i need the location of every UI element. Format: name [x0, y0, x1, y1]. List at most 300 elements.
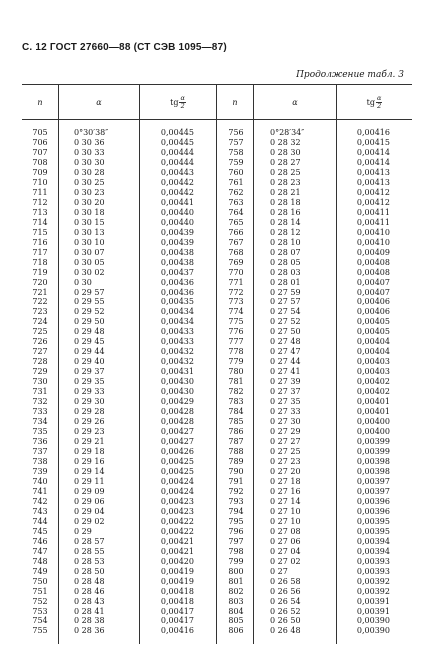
alpha-cell: 0 29 28: [74, 407, 105, 417]
table-row: [218, 307, 412, 317]
tg-cell: 0,00407: [356, 287, 390, 297]
n-cell: 753: [32, 606, 48, 616]
tg-cell: 0,00405: [356, 327, 390, 337]
alpha-cell: 0 27 33: [270, 407, 301, 417]
tg-cell: 0,00420: [160, 556, 194, 566]
tg-cell: 0,00406: [356, 307, 390, 317]
alpha-cell: 0°30′38″: [74, 128, 109, 137]
n-cell: 780: [228, 367, 244, 377]
alpha-cell: 0 30 28: [74, 167, 105, 177]
n-cell: 715: [32, 227, 48, 237]
header-tg-right: [337, 85, 412, 119]
tg-cell: 0,00438: [160, 257, 194, 267]
n-cell: 765: [228, 217, 244, 227]
table-row: [218, 387, 412, 397]
n-cell: 759: [228, 157, 244, 167]
alpha-cell: 0 27 04: [270, 546, 301, 556]
table-row: [22, 557, 216, 567]
page-header: С. 12 ГОСТ 27660—88 (СТ СЭВ 1095—87): [22, 42, 227, 53]
tg-cell: 0,00428: [160, 417, 194, 427]
alpha-cell: 0 29 23: [74, 427, 105, 437]
table-row: [22, 357, 216, 367]
alpha-cell: 0 27 18: [270, 476, 301, 486]
n-cell: 734: [32, 417, 48, 427]
alpha-cell: 0 30 15: [74, 217, 105, 227]
table-row: [218, 597, 412, 607]
tg-cell: 0,00416: [160, 626, 194, 636]
n-cell: 725: [32, 327, 48, 337]
tg-cell: 0,00424: [160, 476, 194, 486]
table-row: [218, 258, 412, 268]
table-row: [22, 138, 216, 148]
n-cell: 739: [32, 466, 48, 476]
tg-cell: 0,00417: [160, 616, 194, 626]
table-row: [218, 437, 412, 447]
table-row: [218, 228, 412, 238]
tg-cell: 0,00410: [356, 227, 390, 237]
alpha-cell: 0 29 35: [74, 377, 105, 387]
table-row: [22, 268, 216, 278]
n-cell: 722: [32, 297, 48, 307]
tg-cell: 0,00419: [160, 576, 194, 586]
n-cell: 796: [228, 526, 244, 536]
tg-cell: 0,00443: [160, 167, 194, 177]
alpha-cell: 0 28 05: [270, 257, 301, 267]
tg-cell: 0,00445: [160, 128, 194, 137]
tg-cell: 0,00405: [356, 317, 390, 327]
alpha-cell: 0 26 48: [270, 626, 301, 636]
alpha-cell: 0 28 32: [270, 137, 301, 147]
n-cell: 776: [228, 327, 244, 337]
alpha-cell: 0°28′34″: [270, 128, 305, 137]
table-row: [218, 148, 412, 158]
n-cell: 748: [32, 556, 48, 566]
table-row: [22, 248, 216, 258]
header-n-right: n: [232, 97, 238, 107]
alpha-cell: 0 28 55: [74, 546, 105, 556]
tg-cell: 0,00430: [160, 377, 194, 387]
table-row: [22, 387, 216, 397]
n-cell: 778: [228, 347, 244, 357]
tg-cell: 0,00414: [356, 157, 390, 167]
n-cell: 729: [32, 367, 48, 377]
alpha-cell: 0 28 25: [270, 167, 301, 177]
table-row: [22, 208, 216, 218]
n-cell: 769: [228, 257, 244, 267]
tg-cell: 0,00402: [356, 387, 390, 397]
tg-cell: 0,00390: [356, 626, 390, 636]
table-row: [218, 288, 412, 298]
n-cell: 787: [228, 437, 244, 447]
n-cell: 788: [228, 447, 244, 456]
alpha-cell: 0 29 09: [74, 486, 105, 496]
n-cell: 775: [228, 317, 244, 327]
tg-cell: 0,00440: [160, 217, 194, 227]
table-row: [218, 497, 412, 507]
n-cell: 749: [32, 566, 48, 576]
alpha-cell: 0 28 14: [270, 217, 301, 227]
table-row: [218, 457, 412, 467]
tg-cell: 0,00434: [160, 307, 194, 317]
tg-cell: 0,00394: [356, 546, 390, 556]
fraction-denominator: 2: [377, 101, 382, 110]
alpha-cell: 0 28 01: [270, 277, 301, 287]
alpha-cell: 0 27 23: [270, 456, 301, 466]
alpha-cell: 0 28 03: [270, 267, 301, 277]
alpha-cell: 0 29 18: [74, 447, 105, 456]
tg-cell: 0,00444: [160, 157, 194, 167]
n-cell: 733: [32, 407, 48, 417]
tg-cell: 0,00393: [356, 556, 390, 566]
table-row: [218, 347, 412, 357]
table-row: [22, 198, 216, 208]
alpha-cell: 0 27 59: [270, 287, 301, 297]
alpha-cell: 0 26 50: [270, 616, 301, 626]
table-row: [218, 218, 412, 228]
alpha-cell: 0 27 57: [270, 297, 301, 307]
alpha-cell: 0 29 11: [74, 476, 105, 486]
n-cell: 736: [32, 437, 48, 447]
table-row: [218, 477, 412, 487]
tg-cell: 0,00399: [356, 447, 390, 456]
n-cell: 805: [228, 616, 244, 626]
tg-cell: 0,00421: [160, 536, 194, 546]
alpha-cell: 0 30 02: [74, 267, 105, 277]
table-row: [218, 158, 412, 168]
n-cell: 793: [228, 496, 244, 506]
n-cell: 746: [32, 536, 48, 546]
n-cell: 758: [228, 147, 244, 157]
alpha-cell: 0 28 50: [74, 566, 105, 576]
tg-cell: 0,00439: [160, 227, 194, 237]
n-cell: 754: [32, 616, 48, 626]
tg-cell: 0,00427: [160, 427, 194, 437]
tg-cell: 0,00412: [356, 197, 390, 207]
alpha-cell: 0 30 25: [74, 177, 105, 187]
table-row: [22, 337, 216, 347]
n-cell: 790: [228, 466, 244, 476]
alpha-cell: 0 28 43: [74, 596, 105, 606]
tg-cell: 0,00395: [356, 516, 390, 526]
n-cell: 728: [32, 357, 48, 367]
alpha-cell: 0 28 41: [74, 606, 105, 616]
table-row: [218, 626, 412, 636]
alpha-cell: 0 27 30: [270, 417, 301, 427]
tg-cell: 0,00391: [356, 606, 390, 616]
n-cell: 783: [228, 397, 244, 407]
n-cell: 755: [32, 626, 48, 636]
alpha-cell: 0 26 56: [270, 586, 301, 596]
tg-cell: 0,00392: [356, 586, 390, 596]
table-row: [22, 457, 216, 467]
alpha-cell: 0 29 16: [74, 456, 105, 466]
tg-cell: 0,00440: [160, 207, 194, 217]
n-cell: 726: [32, 337, 48, 347]
n-cell: 745: [32, 526, 48, 536]
n-cell: 774: [228, 307, 244, 317]
alpha-cell: 0 26 52: [270, 606, 301, 616]
n-cell: 742: [32, 496, 48, 506]
alpha-cell: 0 29 44: [74, 347, 105, 357]
alpha-cell: 0 28 27: [270, 157, 301, 167]
alpha-cell: 0 27 14: [270, 496, 301, 506]
n-cell: 716: [32, 237, 48, 247]
n-cell: 744: [32, 516, 48, 526]
alpha-cell: 0 27 44: [270, 357, 301, 367]
tg-cell: 0,00412: [356, 187, 390, 197]
alpha-cell: 0 30 23: [74, 187, 105, 197]
left-half: [22, 128, 216, 636]
tg-cell: 0,00436: [160, 287, 194, 297]
table-row: [218, 377, 412, 387]
n-cell: 737: [32, 447, 48, 456]
n-cell: 797: [228, 536, 244, 546]
table-row: [22, 427, 216, 437]
alpha-cell: 0 30 30: [74, 157, 105, 167]
alpha-cell: 0 30 33: [74, 147, 105, 157]
tg-cell: 0,00392: [356, 576, 390, 586]
tg-cell: 0,00390: [356, 616, 390, 626]
tg-cell: 0,00413: [356, 177, 390, 187]
n-cell: 714: [32, 217, 48, 227]
table-row: [22, 347, 216, 357]
table-row: [218, 337, 412, 347]
alpha-cell: 0 28 38: [74, 616, 105, 626]
tg-cell: 0,00438: [160, 247, 194, 257]
table-row: [22, 178, 216, 188]
alpha-cell: 0 29 45: [74, 337, 105, 347]
alpha-cell: 0 27 10: [270, 516, 301, 526]
tg-cell: 0,00424: [160, 486, 194, 496]
table-row: [22, 547, 216, 557]
table-row: [218, 607, 412, 617]
alpha-cell: 0 27 47: [270, 347, 301, 357]
n-cell: 741: [32, 486, 48, 496]
tg-cell: 0,00396: [356, 506, 390, 516]
table-continuation-label: Продолжение табл. 3: [296, 70, 404, 80]
n-cell: 709: [32, 167, 48, 177]
fraction-numerator: α: [376, 93, 382, 102]
header-n-left: n: [37, 97, 43, 107]
header-tg-label: tg: [366, 97, 375, 107]
tg-cell: 0,00403: [356, 367, 390, 377]
table-row: [22, 148, 216, 158]
table-row: [218, 427, 412, 437]
n-cell: 717: [32, 247, 48, 257]
n-cell: 772: [228, 287, 244, 297]
n-cell: 719: [32, 267, 48, 277]
alpha-cell: 0 28 57: [74, 536, 105, 546]
tg-cell: 0,00391: [356, 596, 390, 606]
table-row: [218, 238, 412, 248]
alpha-cell: 0 29 02: [74, 516, 105, 526]
angle-table: [22, 84, 412, 644]
alpha-cell: 0 27 27: [270, 437, 301, 447]
alpha-cell: 0 27 39: [270, 377, 301, 387]
alpha-cell: 0 27 25: [270, 447, 301, 456]
table-row: [218, 447, 412, 457]
header-alpha-left: α: [96, 97, 102, 107]
alpha-cell: 0 29 21: [74, 437, 105, 447]
tg-cell: 0,00406: [356, 297, 390, 307]
n-cell: 784: [228, 407, 244, 417]
table-row: [22, 397, 216, 407]
tg-cell: 0,00441: [160, 197, 194, 207]
alpha-cell: 0 28 21: [270, 187, 301, 197]
alpha-cell: 0 27 10: [270, 506, 301, 516]
table-row: [22, 238, 216, 248]
tg-cell: 0,00436: [160, 277, 194, 287]
table-row: [218, 178, 412, 188]
alpha-cell: 0 27 16: [270, 486, 301, 496]
n-cell: 766: [228, 227, 244, 237]
table-row: [22, 327, 216, 337]
alpha-cell: 0 27 50: [270, 327, 301, 337]
table-row: [22, 447, 216, 457]
table-row: [22, 607, 216, 617]
table-row: [218, 467, 412, 477]
tg-cell: 0,00401: [356, 407, 390, 417]
n-cell: 752: [32, 596, 48, 606]
alpha-cell: 0 30 07: [74, 247, 105, 257]
alpha-cell: 0 27 48: [270, 337, 301, 347]
n-cell: 762: [228, 187, 244, 197]
alpha-cell: 0 27 41: [270, 367, 301, 377]
alpha-cell: 0 26 54: [270, 596, 301, 606]
table-row: [22, 377, 216, 387]
table-row: [218, 268, 412, 278]
table-row: [218, 128, 412, 138]
alpha-cell: 0 28 36: [74, 626, 105, 636]
alpha-cell: 0 28 07: [270, 247, 301, 257]
table-row: [218, 188, 412, 198]
table-row: [22, 567, 216, 577]
tg-cell: 0,00426: [160, 447, 194, 456]
table-row: [218, 557, 412, 567]
alpha-cell: 0 30 10: [74, 237, 105, 247]
alpha-cell: 0 27: [270, 566, 288, 576]
tg-cell: 0,00400: [356, 427, 390, 437]
table-row: [22, 616, 216, 626]
tg-cell: 0,00411: [356, 207, 390, 217]
table-row: [218, 278, 412, 288]
table-row: [218, 487, 412, 497]
table-row: [22, 288, 216, 298]
tg-cell: 0,00403: [356, 357, 390, 367]
tg-cell: 0,00409: [356, 247, 390, 257]
tg-cell: 0,00402: [356, 377, 390, 387]
alpha-cell: 0 28 16: [270, 207, 301, 217]
table-row: [22, 228, 216, 238]
tg-cell: 0,00416: [356, 128, 390, 137]
n-cell: 712: [32, 197, 48, 207]
alpha-cell: 0 27 20: [270, 466, 301, 476]
alpha-cell: 0 30 13: [74, 227, 105, 237]
n-cell: 773: [228, 297, 244, 307]
alpha-cell: 0 30 05: [74, 257, 105, 267]
table-row: [22, 597, 216, 607]
alpha-cell: 0 28 10: [270, 237, 301, 247]
tg-cell: 0,00422: [160, 526, 194, 536]
tg-cell: 0,00423: [160, 496, 194, 506]
tg-cell: 0,00433: [160, 327, 194, 337]
tg-cell: 0,00394: [356, 536, 390, 546]
table-row: [22, 158, 216, 168]
table-row: [22, 417, 216, 427]
tg-cell: 0,00431: [160, 367, 194, 377]
n-cell: 706: [32, 137, 48, 147]
right-half: [218, 128, 412, 636]
alpha-cell: 0 27 29: [270, 427, 301, 437]
n-cell: 718: [32, 257, 48, 267]
n-cell: 760: [228, 167, 244, 177]
header-half-alpha-fraction: [179, 95, 185, 110]
table-row: [218, 367, 412, 377]
table-row: [218, 567, 412, 577]
n-cell: 768: [228, 247, 244, 257]
table-row: [218, 537, 412, 547]
n-cell: 794: [228, 506, 244, 516]
table-row: [22, 507, 216, 517]
table-row: [22, 437, 216, 447]
table-row: [218, 577, 412, 587]
table-row: [22, 317, 216, 327]
tg-cell: 0,00401: [356, 397, 390, 407]
tg-cell: 0,00425: [160, 466, 194, 476]
alpha-cell: 0 27 37: [270, 387, 301, 397]
header-tg-label: tg: [170, 97, 179, 107]
table-row: [22, 188, 216, 198]
n-cell: 786: [228, 427, 244, 437]
n-cell: 801: [228, 576, 244, 586]
n-cell: 705: [32, 128, 48, 137]
table-row: [218, 248, 412, 258]
table-row: [22, 587, 216, 597]
n-cell: 707: [32, 147, 48, 157]
tg-cell: 0,00444: [160, 147, 194, 157]
tg-cell: 0,00397: [356, 486, 390, 496]
tg-cell: 0,00410: [356, 237, 390, 247]
n-cell: 761: [228, 177, 244, 187]
alpha-cell: 0 26 58: [270, 576, 301, 586]
n-cell: 750: [32, 576, 48, 586]
alpha-cell: 0 29 06: [74, 496, 105, 506]
n-cell: 756: [228, 128, 244, 137]
tg-cell: 0,00400: [356, 417, 390, 427]
table-row: [218, 168, 412, 178]
tg-cell: 0,00439: [160, 237, 194, 247]
n-cell: 724: [32, 317, 48, 327]
alpha-cell: 0 27 02: [270, 556, 301, 566]
tg-cell: 0,00399: [356, 437, 390, 447]
n-cell: 782: [228, 387, 244, 397]
table-row: [218, 138, 412, 148]
tg-cell: 0,00418: [160, 596, 194, 606]
n-cell: 791: [228, 476, 244, 486]
table-row: [22, 367, 216, 377]
tg-cell: 0,00414: [356, 147, 390, 157]
alpha-cell: 0 30: [74, 277, 92, 287]
table-row: [22, 307, 216, 317]
table-row: [218, 198, 412, 208]
alpha-cell: 0 30 18: [74, 207, 105, 217]
tg-cell: 0,00404: [356, 347, 390, 357]
alpha-cell: 0 28 46: [74, 586, 105, 596]
n-cell: 770: [228, 267, 244, 277]
table-row: [218, 587, 412, 597]
header-tg-left: [140, 85, 216, 119]
tg-cell: 0,00429: [160, 397, 194, 407]
